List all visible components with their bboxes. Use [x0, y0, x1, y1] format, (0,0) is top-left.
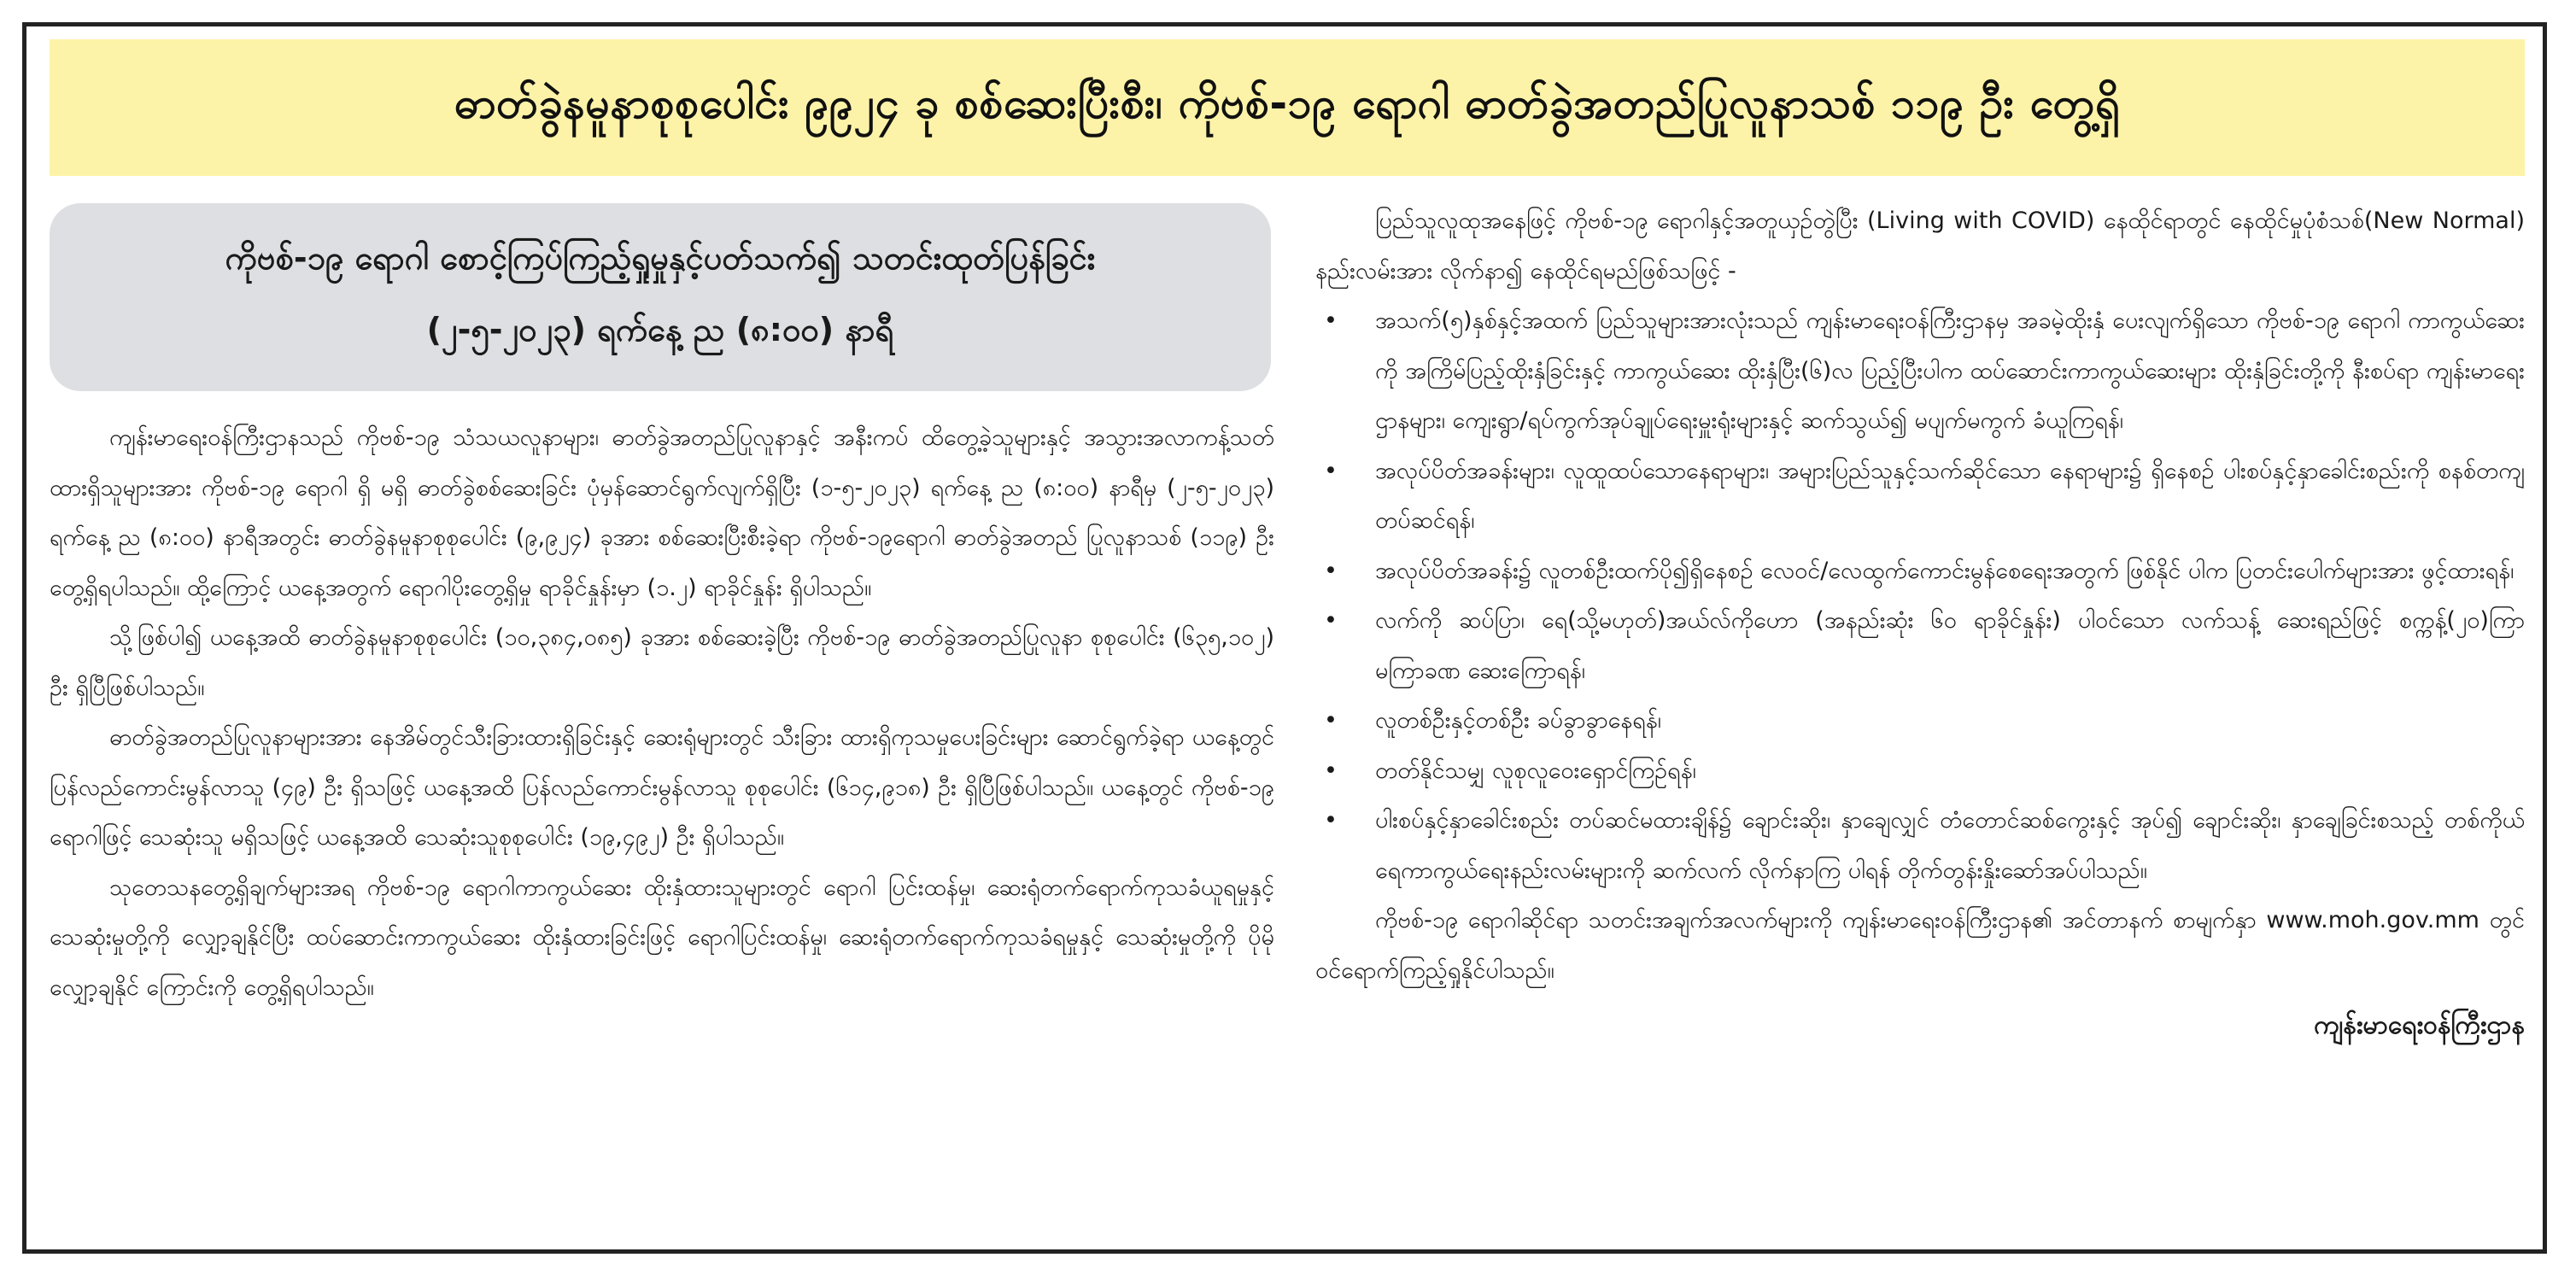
- bullet-icon: •: [1324, 307, 1338, 334]
- right-column: [1315, 196, 2525, 1230]
- list-item: [1315, 696, 2525, 746]
- subtitle-date: (၂-၅-၂၀၂၃) ရက်နေ့ ည (၈:၀၀) နာရီ: [426, 311, 894, 348]
- bullet-icon: •: [1324, 807, 1338, 834]
- list-item-text: အသက်(၅)နှစ်နှင့်အထက် ပြည်သူများအားလုံးသည် ကျန်းမာရေးဝန်ကြီးဌာနမှ အခမဲ့ထိုးနှံ ပေးလျက်ရှိသော ကိုဗစ်-၁၉ ရောဂါ ကာကွယ်ဆေးကို အကြိမ်ပြည့်ထိုးနှံခြင်းနှင့် ကာကွယ်ဆေး ထိုးနှံပြီး(၆)လ ပြည့်ပြီးပါက ထပ်ဆောင်းကာကွယ်ဆေးများ ထိုးနှံခြင်းတို့ကို နီးစပ်ရာ ကျန်းမာရေး ဌာနများ၊ ကျေးရွာ/ရပ်ကွက်အုပ်ချုပ်ရေးမှူးရုံးများနှင့် ဆက်သွယ်၍ မပျက်မကွက် ခံယူကြရန်၊: [1375, 307, 2525, 434]
- list-item: [1315, 296, 2525, 447]
- list-item-text: တတ်နိုင်သမျှ လူစုလူဝေးရှောင်ကြဉ်ရန်၊: [1375, 757, 1696, 784]
- subtitle-box: [50, 203, 1271, 391]
- signature: ကျန်းမာရေးဝန်ကြီးဌာန: [2314, 1010, 2525, 1040]
- closing-paragraph: ကိုဗစ်-၁၉ ရောဂါဆိုင်ရာ သတင်းအချက်အလက်များကို ကျန်းမာရေးဝန်ကြီးဌာန၏ အင်တာနက် စာမျက်နှာ www.moh.gov.mm တွင် ဝင်ရောက်ကြည့်ရှုနိုင်ပါသည်။: [1315, 907, 2525, 984]
- bullet-icon: •: [1324, 607, 1338, 634]
- intro-paragraph: ပြည်သူလူထုအနေဖြင့် ကိုဗစ်-၁၉ ရောဂါနှင့်အတူယှဉ်တွဲပြီး (Living with COVID) နေထိုင်ရာတွင် နေထိုင်မှုပုံစံသစ်(New Normal) နည်းလမ်းအား လိုက်နာ၍ နေထိုင်ရမည်ဖြစ်သဖြင့် -: [1315, 208, 2525, 284]
- list-item-text: အလုပ်ပိတ်အခန်းများ၊ လူထူထပ်သောနေရာများ၊ အများပြည်သူနှင့်သက်ဆိုင်သော နေရာများ၌ ရှိနေစဉ် ပါးစပ်နှင့်နှာခေါင်းစည်းကို စနစ်တကျတပ်ဆင်ရန်၊: [1375, 457, 2525, 534]
- headline: ဓာတ်ခွဲနမူနာစုစုပေါင်း ၉၉၂၄ ခု စစ်ဆေးပြီးစီး၊ ကိုဗစ်-၁၉ ရောဂါ ဓာတ်ခွဲအတည်ပြုလူနာသစ် ၁၁၉ ဦး တွေ့ရှိ: [454, 78, 2121, 128]
- list-item: [1315, 596, 2525, 696]
- guideline-list: [1315, 296, 2525, 896]
- list-item: [1315, 796, 2525, 896]
- list-item-text: အလုပ်ပိတ်အခန်း၌ လူတစ်ဦးထက်ပို၍ရှိနေစဉ် လေဝင်/လေထွက်ကောင်းမွန်စေရေးအတွက် ဖြစ်နိုင် ပါက ပြတင်းပေါက်များအား ဖွင့်ထားရန်၊: [1375, 557, 2515, 584]
- headline-banner: [50, 39, 2525, 176]
- paragraph: ဓာတ်ခွဲအတည်ပြုလူနာများအား နေအိမ်တွင်သီးခြားထားရှိခြင်းနှင့် ဆေးရုံများတွင် သီးခြား ထားရှိကုသမှုပေးခြင်းများ ဆောင်ရွက်ခဲ့ရာ ယနေ့တွင် ပြန်လည်ကောင်းမွန်လာသူ (၄၉) ဦး ရှိသဖြင့် ယနေ့အထိ ပြန်လည်ကောင်းမွန်လာသူ စုစုပေါင်း (၆၁၄,၉၁၈) ဦး ရှိပြီဖြစ်ပါသည်။ ယနေ့တွင် ကိုဗစ်-၁၉ ရောဂါဖြင့် သေဆုံးသူ မရှိသဖြင့် ယနေ့အထိ သေဆုံးသူစုစုပေါင်း (၁၉,၄၉၂) ဦး ရှိပါသည်။: [50, 724, 1274, 851]
- left-column: [50, 203, 1274, 1228]
- bullet-icon: •: [1324, 707, 1338, 734]
- subtitle-line-1: ကိုဗစ်-၁၉ ရောဂါ စောင့်ကြပ်ကြည့်ရှုမှုနှင့်ပတ်သက်၍ သတင်းထုတ်ပြန်ခြင်း: [225, 239, 1096, 277]
- bullet-icon: •: [1324, 757, 1338, 784]
- left-body: [50, 413, 1274, 1013]
- paragraph: သုတေသနတွေ့ရှိချက်များအရ ကိုဗစ်-၁၉ ရောဂါကာကွယ်ဆေး ထိုးနှံထားသူများတွင် ရောဂါ ပြင်းထန်မှု၊ ဆေးရုံတက်ရောက်ကုသခံယူရမှုနှင့် သေဆုံးမှုတို့ကို လျှော့ချနိုင်ပြီး ထပ်ဆောင်းကာကွယ်ဆေး ထိုးနှံထားခြင်းဖြင့် ရောဂါပြင်းထန်မှု၊ ဆေးရုံတက်ရောက်ကုသခံရမှုနှင့် သေဆုံးမှုတို့ကို ပိုမိုလျှော့ချနိုင် ကြောင်းကို တွေ့ရှိရပါသည်။: [50, 874, 1274, 1001]
- paragraph: ကျန်းမာရေးဝန်ကြီးဌာနသည် ကိုဗစ်-၁၉ သံသယလူနာများ၊ ဓာတ်ခွဲအတည်ပြုလူနာနှင့် အနီးကပ် ထိတွေ့ခဲ့သူများနှင့် အသွားအလာကန့်သတ်ထားရှိသူများအား ကိုဗစ်-၁၉ ရောဂါ ရှိ မရှိ ဓာတ်ခွဲစစ်ဆေးခြင်း ပုံမှန်ဆောင်ရွက်လျက်ရှိပြီး (၁-၅-၂၀၂၃) ရက်နေ့ ည (၈:၀၀) နာရီမှ (၂-၅-၂၀၂၃) ရက်နေ့ ည (၈:၀၀) နာရီအတွင်း ဓာတ်ခွဲနမူနာစုစုပေါင်း (၉,၉၂၄) ခုအား စစ်ဆေးပြီးစီးခဲ့ရာ ကိုဗစ်-၁၉ရောဂါ ဓာတ်ခွဲအတည် ပြုလူနာသစ် (၁၁၉) ဦး တွေ့ရှိရပါသည်။ ထို့ကြောင့် ယနေ့အတွက် ရောဂါပိုးတွေ့ရှိမှု ရာခိုင်နှုန်းမှာ (၁.၂) ရာခိုင်နှုန်း ရှိပါသည်။: [50, 424, 1274, 601]
- list-item: [1315, 447, 2525, 547]
- list-item-text: ပါးစပ်နှင့်နှာခေါင်းစည်း တပ်ဆင်မထားချိန်၌ ချောင်းဆိုး၊ နှာချေလျှင် တံတောင်ဆစ်ကွေးနှင့် အုပ်၍ ချောင်းဆိုး၊ နှာချေခြင်းစသည့် တစ်ကိုယ်ရေကာကွယ်ရေးနည်းလမ်းများကို ဆက်လက် လိုက်နာကြ ပါရန် တိုက်တွန်းနှိုးဆော်အပ်ပါသည်။: [1375, 807, 2525, 884]
- bullet-icon: •: [1324, 557, 1338, 584]
- bullet-icon: •: [1324, 457, 1338, 484]
- list-item: [1315, 746, 2525, 797]
- list-item-text: လူတစ်ဦးနှင့်တစ်ဦး ခပ်ခွာခွာနေရန်၊: [1375, 707, 1661, 734]
- list-item-text: လက်ကို ဆပ်ပြာ၊ ရေ(သို့မဟုတ်)အယ်လ်ကိုဟော (အနည်းဆုံး ၆၀ ရာခိုင်နှုန်း) ပါဝင်သော လက်သန့် ဆေးရည်ဖြင့် စက္ကန့်(၂၀)ကြာ မကြာခဏ ဆေးကြောရန်၊: [1375, 607, 2525, 684]
- paragraph: သို့ဖြစ်ပါ၍ ယနေ့အထိ ဓာတ်ခွဲနမူနာစုစုပေါင်း (၁၀,၃၈၄,၀၈၅) ခုအား စစ်ဆေးခဲ့ပြီး ကိုဗစ်-၁၉ ဓာတ်ခွဲအတည်ပြုလူနာ စုစုပေါင်း (၆၃၅,၁၀၂) ဦး ရှိပြီဖြစ်ပါသည်။: [50, 624, 1274, 701]
- list-item: [1315, 547, 2525, 597]
